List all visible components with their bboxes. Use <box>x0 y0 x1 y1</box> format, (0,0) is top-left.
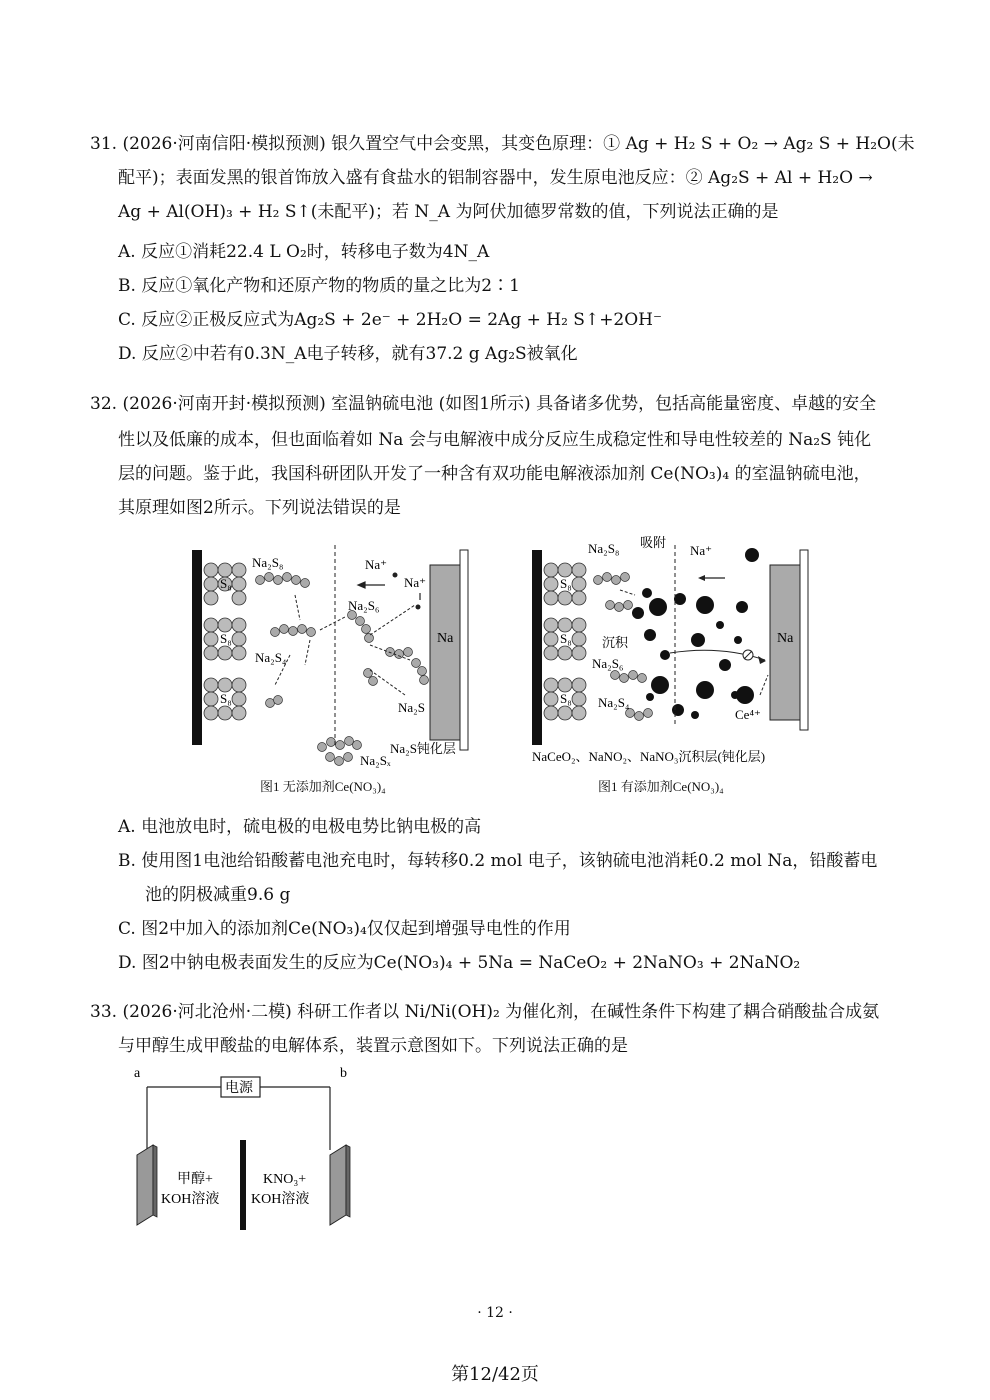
fig2-label-s8-3: S₈ <box>560 691 572 706</box>
fig2-label-deposit-layer: NaCeO₂、NaNO₂、NaNO₃沉积层(钝化层) <box>532 749 766 764</box>
q32-option-b-line-2: 池的阴极减重9.6 g <box>145 885 291 905</box>
figure-2-diagram <box>520 535 820 775</box>
fig2-label-na2s4: Na₂S₄ <box>598 695 630 710</box>
right-solution-line-1: KNO₃+ <box>263 1172 307 1187</box>
figure-2-caption: 图1 有添加剂Ce(NO₃)₄ <box>598 779 724 794</box>
fig1-label-passivation: Na₂S钝化层 <box>390 741 456 756</box>
fig2-label-s8-1: S₈ <box>560 576 572 591</box>
q33-electrolysis-diagram <box>125 1065 365 1235</box>
right-solution-line-2: KOH溶液 <box>251 1192 310 1207</box>
q32-line-2: 性以及低廉的成本，但也面临着如 Na 会与电解液中成分反应生成稳定性和导电性较差的 Na₂S 钝化 <box>118 430 872 450</box>
fig1-label-s8-1: S₈ <box>220 576 232 591</box>
q32-line-3: 层的问题。鉴于此，我国科研团队开发了一种含有双功能电解液添加剂 Ce(NO₃)₄ 的室温钠硫电池， <box>118 464 871 484</box>
q32-option-d: D. 图2中钠电极表面发生的反应为Ce(NO₃)₄ + 5Na = NaCeO₂ + 2NaNO₃ + 2NaNO₂ <box>118 953 801 973</box>
q32-line-4: 其原理如图2所示。下列说法错误的是 <box>118 498 401 518</box>
terminal-b-label: b <box>340 1066 347 1081</box>
fig1-label-na-plus-1: Na⁺ <box>365 557 388 572</box>
fig1-label-s8-3: S₈ <box>220 691 232 706</box>
q31-option-a: A. 反应①消耗22.4 L O₂时，转移电子数为4N_A <box>118 242 490 262</box>
q31-line-1: 31. (2026·河南信阳·模拟预测) 银久置空气中会变黑，其变色原理：① Ag + H₂ S + O₂ → Ag₂ S + H₂O(未 <box>90 134 915 154</box>
q31-option-b: B. 反应①氧化产物和还原产物的物质的量之比为2∶1 <box>118 276 520 296</box>
q31-option-d: D. 反应②中若有0.3N_A电子转移，就有37.2 g Ag₂S被氧化 <box>118 344 578 364</box>
figure-1-caption: 图1 无添加剂Ce(NO₃)₄ <box>260 779 386 794</box>
figure-1-diagram <box>180 535 480 800</box>
fig2-label-s8-2: S₈ <box>560 631 572 646</box>
fig1-label-na2s4: Na₂S₄ <box>255 650 287 665</box>
power-source-label: 电源 <box>225 1081 253 1096</box>
q31-option-c: C. 反应②正极反应式为Ag₂S + 2e⁻ + 2H₂O = 2Ag + H₂ S↑+2OH⁻ <box>118 310 662 330</box>
fig1-label-s8-2: S₈ <box>220 631 232 646</box>
left-solution-line-1: 甲醇+ <box>177 1172 213 1187</box>
fig1-label-na-plus-2: Na⁺ <box>404 575 427 590</box>
left-solution-line-2: KOH溶液 <box>161 1192 220 1207</box>
q32-option-c: C. 图2中加入的添加剂Ce(NO₃)₄仅仅起到增强导电性的作用 <box>118 919 571 939</box>
page-counter: 第12/42页 <box>451 1364 539 1385</box>
fig1-label-na2s: Na₂S <box>398 700 425 715</box>
q31-line-3: Ag + Al(OH)₃ + H₂ S↑(未配平)；若 N_A 为阿伏加德罗常数的值，下列说法正确的是 <box>118 202 779 222</box>
fig1-label-na-electrode: Na <box>437 631 454 646</box>
fig1-label-na2sx: Na₂Sₓ <box>360 753 391 768</box>
q32-line-1: 32. (2026·河南开封·模拟预测) 室温钠硫电池 (如图1所示) 具备诸多优势，包括高能量密度、卓越的安全 <box>90 394 877 414</box>
q32-option-b-line-1: B. 使用图1电池给铅酸蓄电池充电时，每转移0.2 mol 电子，该钠硫电池消耗0.2 mol Na，铅酸蓄电 <box>118 851 878 871</box>
fig1-label-na2s6: Na₂S₆ <box>348 598 380 613</box>
terminal-a-label: a <box>134 1066 141 1081</box>
q33-line-2: 与甲醇生成甲酸盐的电解体系，装置示意图如下。下列说法正确的是 <box>118 1036 628 1056</box>
q33-line-1: 33. (2026·河北沧州·二模) 科研工作者以 Ni/Ni(OH)₂ 为催化剂，在碱性条件下构建了耦合硝酸盐合成氨 <box>90 1002 880 1022</box>
fig2-label-na2s8: Na₂S₈ <box>588 541 620 556</box>
fig2-label-ce4plus: Ce⁴⁺ <box>735 707 761 722</box>
fig2-label-adsorption: 吸附 <box>640 535 667 550</box>
fig2-label-na-electrode: Na <box>777 631 794 646</box>
fig2-label-na2s6: Na₂S₆ <box>592 656 624 671</box>
fig2-label-na-plus: Na⁺ <box>690 543 713 558</box>
fig2-label-deposition: 沉积 <box>602 635 629 650</box>
q31-line-2: 配平)；表面发黑的银首饰放入盛有食盐水的铝制容器中，发生原电池反应：② Ag₂S + Al + H₂O → <box>118 168 873 188</box>
q32-option-a: A. 电池放电时，硫电极的电极电势比钠电极的高 <box>118 817 482 837</box>
fig1-label-na2s8: Na₂S₈ <box>252 555 284 570</box>
page-number-mark: · 12 · <box>477 1305 513 1321</box>
